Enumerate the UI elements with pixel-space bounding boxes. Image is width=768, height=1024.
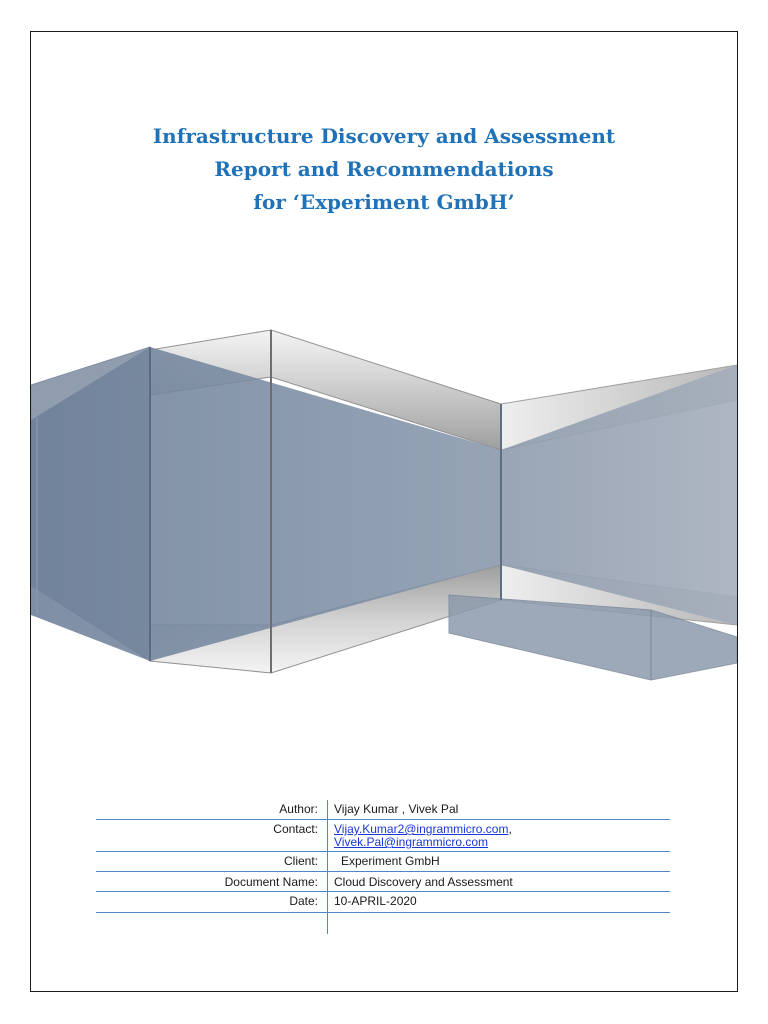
title-line-3: for ‘Experiment GmbH’ [253, 190, 515, 214]
cover-graphic [31, 325, 737, 685]
contact-email-link-1[interactable]: Vijay.Kumar2@ingrammicro.com [334, 822, 509, 836]
title-line-2: Report and Recommendations [214, 157, 554, 181]
table-rule [96, 891, 670, 892]
client-value: Experiment GmbH [341, 854, 440, 868]
contact-separator: , [508, 822, 512, 836]
document-info-table [96, 800, 670, 934]
client-label: Client: [283, 854, 318, 868]
author-label: Author: [279, 802, 318, 816]
author-value: Vijay Kumar , Vivek Pal [334, 802, 459, 816]
date-label: Date: [289, 894, 318, 908]
table-rule [96, 912, 670, 913]
contact-email-link-2[interactable]: Vivek.Pal@ingrammicro.com [334, 835, 489, 849]
document-name-label: Document Name: [224, 875, 318, 889]
table-rule [96, 871, 670, 872]
document-title [30, 120, 738, 219]
title-line-1: Infrastructure Discovery and Assessment [152, 124, 616, 148]
date-value: 10-APRIL-2020 [334, 894, 417, 908]
contact-value [334, 822, 512, 849]
table-vertical-rule [327, 800, 328, 934]
document-name-value: Cloud Discovery and Assessment [334, 875, 513, 889]
table-rule [96, 819, 670, 820]
contact-label: Contact: [273, 822, 318, 836]
table-rule [96, 851, 670, 852]
